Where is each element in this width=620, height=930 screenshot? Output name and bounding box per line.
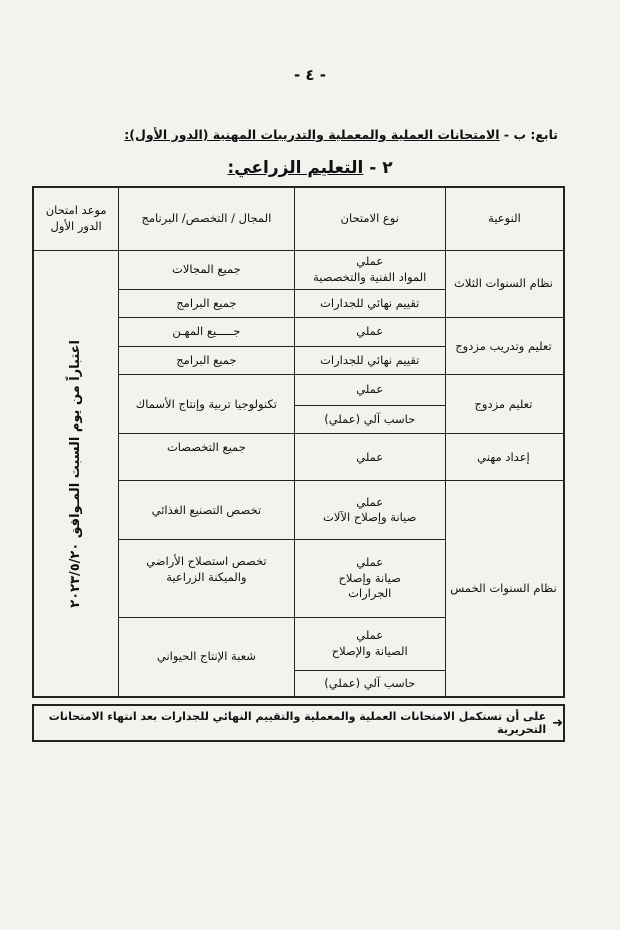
subsection-title bbox=[0, 158, 620, 178]
exam-cell: تقييم نهائي للجدارات bbox=[294, 346, 445, 375]
type-cell: تعليم وتدريب مزدوج bbox=[445, 318, 564, 375]
subsection-number: ٢ - bbox=[369, 158, 393, 178]
exam-cell: حاسب آلي (عملي) bbox=[294, 670, 445, 697]
field-cell: تخصص استصلاح الأراضي والميكنة الزراعية bbox=[119, 540, 294, 617]
field-cell: شعبة الإنتاج الحيواني bbox=[119, 617, 294, 697]
date-cell bbox=[33, 251, 119, 698]
exam-cell: عملي bbox=[294, 434, 445, 481]
field-cell: جميع البرامج bbox=[119, 346, 294, 375]
exam-cell: عملي bbox=[294, 318, 445, 347]
header-type: النوعية bbox=[445, 187, 564, 251]
field-cell: جـــــيع المهـن bbox=[119, 318, 294, 347]
exam-cell: عملي bbox=[294, 375, 445, 406]
type-cell: نظام السنوات الخمس bbox=[445, 481, 564, 697]
header-field: المجال / التخصص/ البرنامج bbox=[119, 187, 294, 251]
header-date: موعد امتحان الدور الأول bbox=[33, 187, 119, 251]
field-cell: جميع البرامج bbox=[119, 289, 294, 318]
footer-note-text: على أن تستكمل الامتحانات العملية والمعملية والتقييم النهائي للجدارات بعد انتهاء الامتحانات التحريرية bbox=[48, 710, 547, 736]
header-exam-kind: نوع الامتحان bbox=[294, 187, 445, 251]
table-header-row bbox=[33, 187, 564, 251]
section-header bbox=[40, 127, 558, 142]
exam-cell: عملي صيانة وإصلاح الآلات bbox=[294, 481, 445, 540]
date-text: اعتباراً من يوم السبت المـوافق ٢٠٢٣/٥/٢٠ bbox=[67, 339, 83, 608]
exam-cell: عملي المواد الفنية والتخصصية bbox=[294, 251, 445, 290]
type-cell: إعداد مهني bbox=[445, 434, 564, 481]
subsection-label: التعليم الزراعي: bbox=[227, 158, 364, 178]
type-cell: تعليم مزدوج bbox=[445, 375, 564, 434]
header-title: الامتحانات العملية والمعملية والتدريبات المهنية (الدور الأول): bbox=[124, 127, 500, 142]
field-cell: تكنولوجيا تربية وإنتاج الأسماك bbox=[119, 375, 294, 434]
header-prefix: تابع: ب - bbox=[503, 127, 558, 142]
exam-cell: تقييم نهائي للجدارات bbox=[294, 289, 445, 318]
field-cell: تخصص التصنيع الغذائي bbox=[119, 481, 294, 540]
exam-schedule-table bbox=[32, 186, 565, 698]
table-row bbox=[33, 251, 564, 290]
arrow-left-icon: ➜ bbox=[552, 715, 563, 731]
exam-cell: عملي صيانة وإصلاح الجرارات bbox=[294, 540, 445, 617]
exam-cell: حاسب آلي (عملي) bbox=[294, 405, 445, 434]
page-number: - ٤ - bbox=[293, 66, 327, 84]
field-cell: جميع التخصصات bbox=[119, 434, 294, 481]
type-cell: نظام السنوات الثلاث bbox=[445, 251, 564, 318]
field-cell: جميع المجالات bbox=[119, 251, 294, 290]
exam-cell: عملي الصيانة والإصلاح bbox=[294, 617, 445, 670]
footer-note bbox=[32, 704, 565, 742]
